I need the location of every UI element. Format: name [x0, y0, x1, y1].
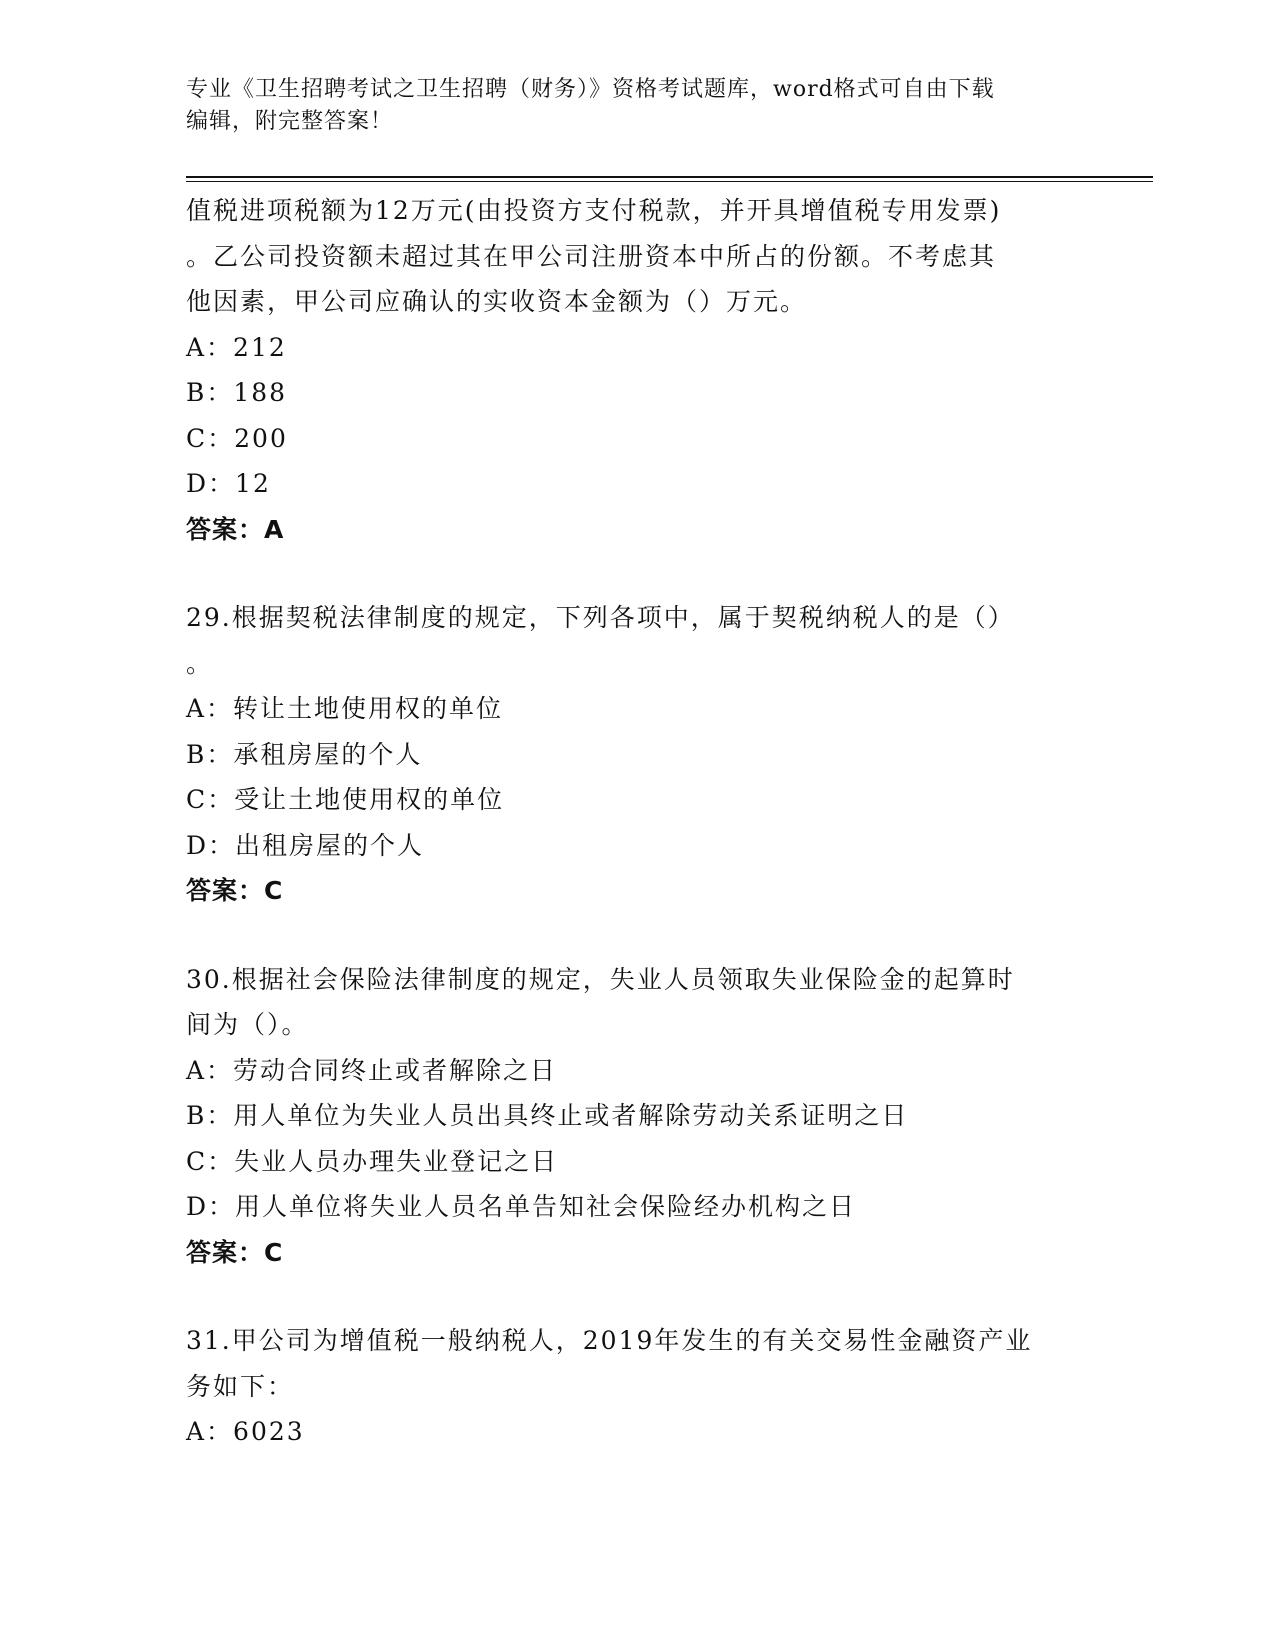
option-c: C：受让土地使用权的单位	[186, 785, 505, 814]
header-divider-thin	[186, 181, 1153, 182]
question-text-line: 29.根据契税法律制度的规定，下列各项中，属于契税纳税人的是（）	[186, 603, 1015, 632]
question-text-line: 。乙公司投资额未超过其在甲公司注册资本中所占的份额。不考虑其	[186, 241, 997, 271]
option-a: A：劳动合同终止或者解除之日	[186, 1055, 558, 1085]
header-divider-thick	[186, 176, 1153, 178]
answer-label: 答案：A	[186, 514, 285, 544]
document-header	[186, 74, 1086, 138]
option-d: D：出租房屋的个人	[186, 830, 425, 860]
question-text-line: 31.甲公司为增值税一般纳税人，2019年发生的有关交易性金融资产业	[186, 1326, 1033, 1355]
question-text-line: 务如下：	[186, 1371, 295, 1401]
spacer	[186, 1275, 1086, 1318]
question-text-line: 值税进项税额为12万元(由投资方支付税款，并开具增值税专用发票)	[186, 196, 1002, 225]
answer-label: 答案：C	[186, 1237, 284, 1267]
question-30	[186, 957, 1086, 1276]
option-a: A：转让土地使用权的单位	[186, 694, 504, 723]
option-a: A：6023	[186, 1417, 305, 1446]
option-a: A：212	[186, 332, 287, 362]
option-d: D：12	[186, 469, 271, 498]
question-29	[186, 595, 1086, 914]
option-b: B：用人单位为失业人员出具终止或者解除劳动关系证明之日	[186, 1101, 909, 1130]
question-list	[186, 188, 1086, 1455]
option-b: B：188	[186, 378, 288, 407]
question-28-continued	[186, 188, 1086, 552]
question-text-line: 他因素，甲公司应确认的实收资本金额为（）万元。	[186, 287, 808, 316]
header-line-2: 编辑，附完整答案！	[186, 109, 394, 134]
spacer	[186, 914, 1086, 957]
question-31	[186, 1318, 1086, 1455]
question-text-line: 。	[186, 648, 214, 678]
question-text-line: 30.根据社会保险法律制度的规定，失业人员领取失业保险金的起算时	[186, 964, 1015, 994]
header-line-1: 专业《卫生招聘考试之卫生招聘（财务）》资格考试题库，word格式可自由下载	[186, 77, 995, 102]
answer-label: 答案：C	[186, 876, 284, 905]
question-text-line: 间为（）。	[186, 1010, 309, 1039]
option-b: B：承租房屋的个人	[186, 739, 423, 769]
option-c: C：失业人员办理失业登记之日	[186, 1146, 559, 1176]
option-d: D：用人单位将失业人员名单告知社会保险经办机构之日	[186, 1192, 857, 1221]
spacer	[186, 552, 1086, 595]
option-c: C：200	[186, 423, 288, 453]
